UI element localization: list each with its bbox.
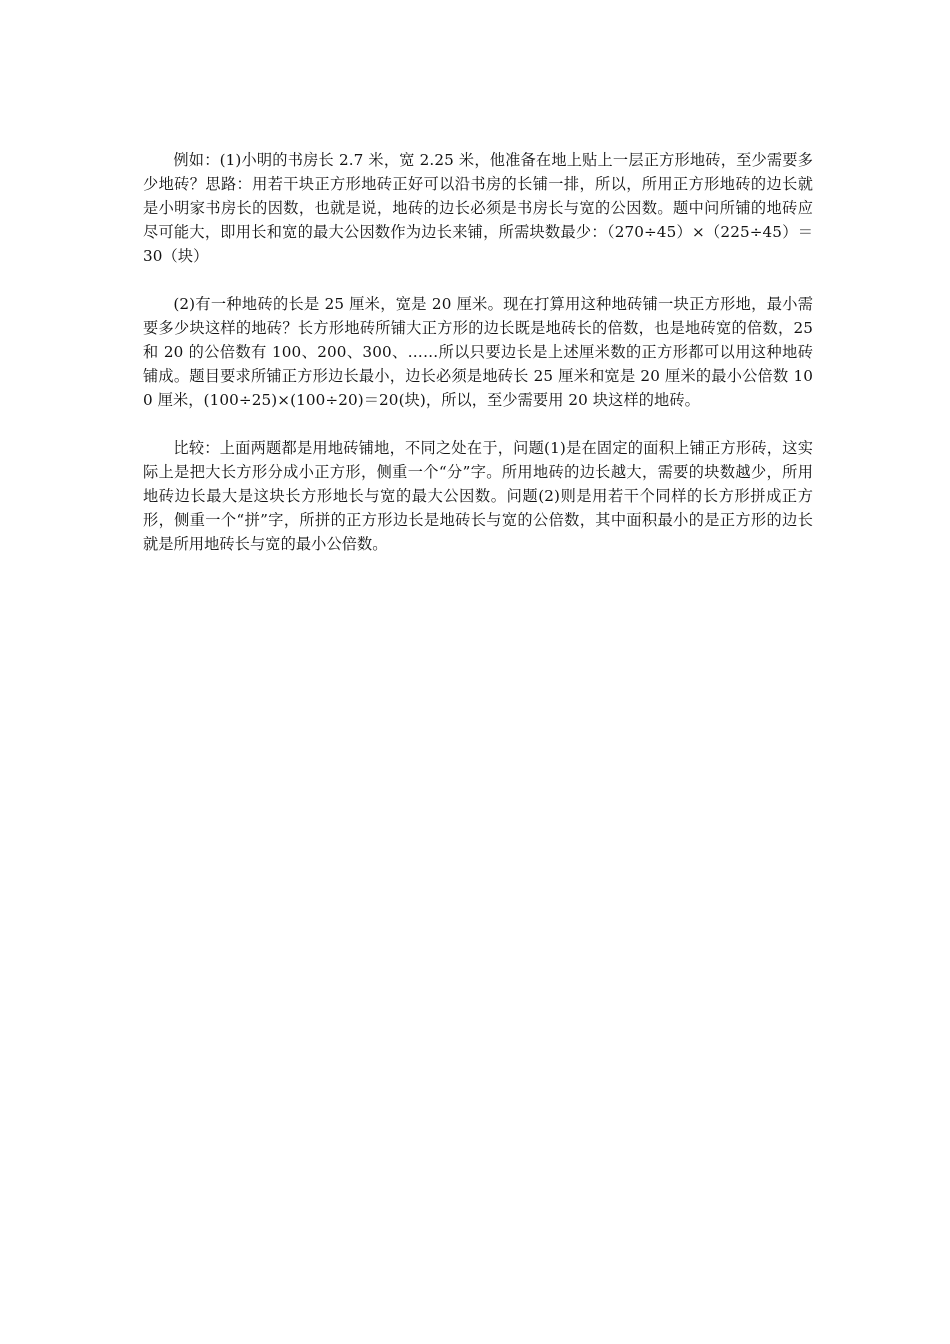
document-body [143, 148, 813, 556]
paragraph-example-1: 例如：(1)小明的书房长 2.7 米，宽 2.25 米，他准备在地上贴上一层正方形地砖，至少需要多少地砖？思路：用若干块正方形地砖正好可以沿书房的长铺一排，所以，所用正方形地砖的边长就是小明家书房长的因数，也就是说，地砖的边长必须是书房长与宽的公因数。题中问所铺的地砖应尽可能大，即用长和宽的最大公因数作为边长来铺，所需块数最少：（270÷45）×（225÷45）＝30（块） [143, 151, 813, 265]
paragraph-spacer [143, 268, 813, 292]
paragraph-example-2: (2)有一种地砖的长是 25 厘米，宽是 20 厘米。现在打算用这种地砖铺一块正方形地，最小需要多少块这样的地砖？长方形地砖所铺大正方形的边长既是地砖长的倍数，也是地砖宽的倍数，25 和 20 的公倍数有 100、200、300、……所以只要边长是上述厘米数的正方形都可以用这种地砖铺成。题目要求所铺正方形边长最小，边长必须是地砖长 25 厘米和宽是 20 厘米的最小公倍数 100 厘米，(100÷25)×(100÷20)＝20(块)，所以，至少需要用 20 块这样的地砖。 [143, 295, 813, 409]
paragraph-spacer [143, 412, 813, 436]
paragraph-comparison: 比较：上面两题都是用地砖铺地，不同之处在于，问题(1)是在固定的面积上铺正方形砖，这实际上是把大长方形分成小正方形，侧重一个“分”字。所用地砖的边长越大，需要的块数越少，所用地砖边长最大是这块长方形地长与宽的最大公因数。问题(2)则是用若干个同样的长方形拼成正方形，侧重一个“拼”字，所拼的正方形边长是地砖长与宽的公倍数，其中面积最小的是正方形的边长就是所用地砖长与宽的最小公倍数。 [143, 439, 813, 553]
